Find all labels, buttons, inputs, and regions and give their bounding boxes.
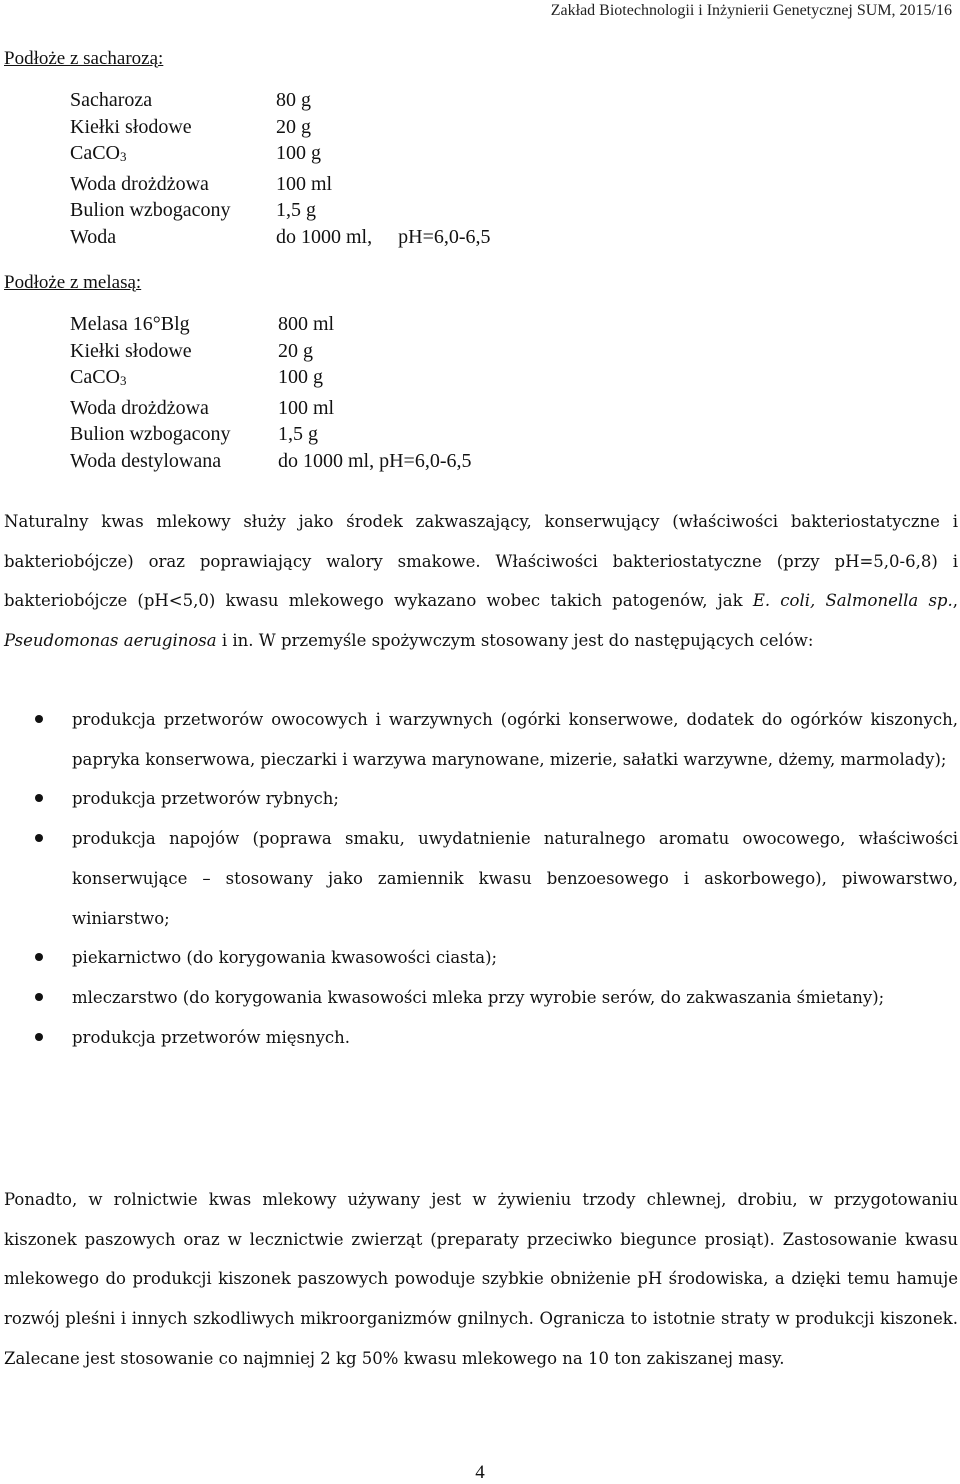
recipe-row <box>70 114 491 141</box>
ingredient-name: Bulion wzbogacony <box>70 199 231 221</box>
bullet-icon <box>35 715 43 723</box>
ingredient-name: Woda drożdżowa <box>70 396 209 419</box>
recipe-row <box>70 140 491 171</box>
ph-value: pH=6,0-6,5 <box>398 225 491 248</box>
recipe-row <box>70 395 472 422</box>
bullet-icon <box>35 794 43 802</box>
ingredient-name: Woda drożdżowa <box>70 172 209 195</box>
bullet-icon <box>35 1033 43 1041</box>
recipe-row <box>70 448 472 475</box>
ingredient-amount: do 1000 ml, <box>276 225 373 248</box>
recipe-row <box>70 364 472 395</box>
recipe-row <box>70 87 491 114</box>
ingredient-amount: 80 g <box>276 89 311 111</box>
ingredient-amount: do 1000 ml, pH=6,0-6,5 <box>278 449 472 472</box>
recipe-row <box>70 224 491 251</box>
ingredient-name: Kiełki słodowe <box>70 339 192 362</box>
list-item: produkcja napojów (poprawa smaku, uwydatnienie naturalnego aromatu owocowego, właściwości konserwujące – stosowany jako zamiennik kwasu benzoesowego i askorbowego), piwowarstwo, winiarstwo; <box>4 819 958 938</box>
ingredient-name: Kiełki słodowe <box>70 115 192 138</box>
agriculture-paragraph: Ponadto, w rolnictwie kwas mlekowy używany jest w żywieniu trzody chlewnej, drobiu, w przygotowaniu kiszonek paszowych oraz w lecznictwie zwierząt (preparaty przeciwko biegunce prosiąt). Zastosowanie kwasu mlekowego do produkcji kiszonek paszowych powoduje szybkie obniżenie pH środowiska, a dzięki temu hamuje rozwój pleśni i innych szkodliwych mikroorganizmów gnilnych. Ogranicza to istotnie straty w produkcji kiszonek. Zalecane jest stosowanie co najmniej 2 kg 50% kwasu mlekowego na 10 ton zakiszanej masy. <box>4 1190 958 1368</box>
list-item: produkcja przetworów rybnych; <box>4 779 958 819</box>
ingredient-name: Sacharoza <box>70 89 153 111</box>
lactic-acid-intro-paragraph: Naturalny kwas mlekowy służy jako środek zakwaszający, konserwujący (właściwości bakteriostatyczne i bakteriobójcze) oraz poprawiający walory smakowe. Właściwości bakteriostatyczne (przy pH=5,0-6,8) i bakteriobójcze (pH<5,0) kwasu mlekowego wykazano wobec takich patogenów, jak E. coli, Salmonella sp., Pseudomonas aeruginosa i in. W przemyśle spożywczym stosowany jest do następujących celów: <box>4 512 958 651</box>
ingredient-name: Melasa 16°Blg <box>70 313 190 335</box>
ingredient-amount: 20 g <box>276 115 311 138</box>
list-item: produkcja przetworów owocowych i warzywnych (ogórki konserwowe, dodatek do ogórków kiszonych, papryka konserwowa, pieczarki i warzywa marynowane, mizerie, sałatki warzywne, dżemy, marmolady); <box>4 700 958 779</box>
ingredient-amount: 1,5 g <box>278 423 318 445</box>
recipe-row <box>70 197 491 224</box>
recipe-row <box>70 311 472 338</box>
food-industry-uses-list <box>4 700 958 1057</box>
ingredient-amount: 100 ml <box>276 172 333 195</box>
ingredient-amount: 100 g <box>276 142 321 164</box>
ingredient-name: Bulion wzbogacony <box>70 423 231 445</box>
recipe-row <box>70 338 472 365</box>
bullet-icon <box>35 953 43 961</box>
ingredient-amount: 1,5 g <box>276 199 316 221</box>
ingredient-name: Woda <box>70 225 117 248</box>
page-header: Zakład Biotechnologii i Inżynierii Genetycznej SUM, 2015/16 <box>550 2 952 19</box>
recipe-row <box>70 421 472 448</box>
ingredient-name: CaCO$_3$ <box>70 142 127 164</box>
bullet-icon <box>35 993 43 1001</box>
bullet-icon <box>35 834 43 842</box>
ingredient-name: CaCO$_3$ <box>70 366 127 388</box>
sucrose-medium-title: Podłoże z sacharozą: <box>4 48 164 69</box>
page-number: 4 <box>475 1462 485 1483</box>
recipe-row <box>70 171 491 198</box>
list-item: piekarnictwo (do korygowania kwasowości ciasta); <box>4 938 958 978</box>
ingredient-amount: 800 ml <box>278 313 335 335</box>
list-item: produkcja przetworów mięsnych. <box>4 1018 958 1058</box>
ingredient-amount: 20 g <box>278 339 313 362</box>
ingredient-name: Woda destylowana <box>70 449 222 472</box>
molasses-medium-title: Podłoże z melasą: <box>4 272 142 293</box>
ingredient-amount: 100 ml <box>278 396 335 419</box>
molasses-medium-recipe <box>70 311 472 474</box>
sucrose-medium-recipe <box>70 87 491 250</box>
ingredient-amount: 100 g <box>278 366 323 388</box>
list-item: mleczarstwo (do korygowania kwasowości mleka przy wyrobie serów, do zakwaszania śmietany); <box>4 978 958 1018</box>
